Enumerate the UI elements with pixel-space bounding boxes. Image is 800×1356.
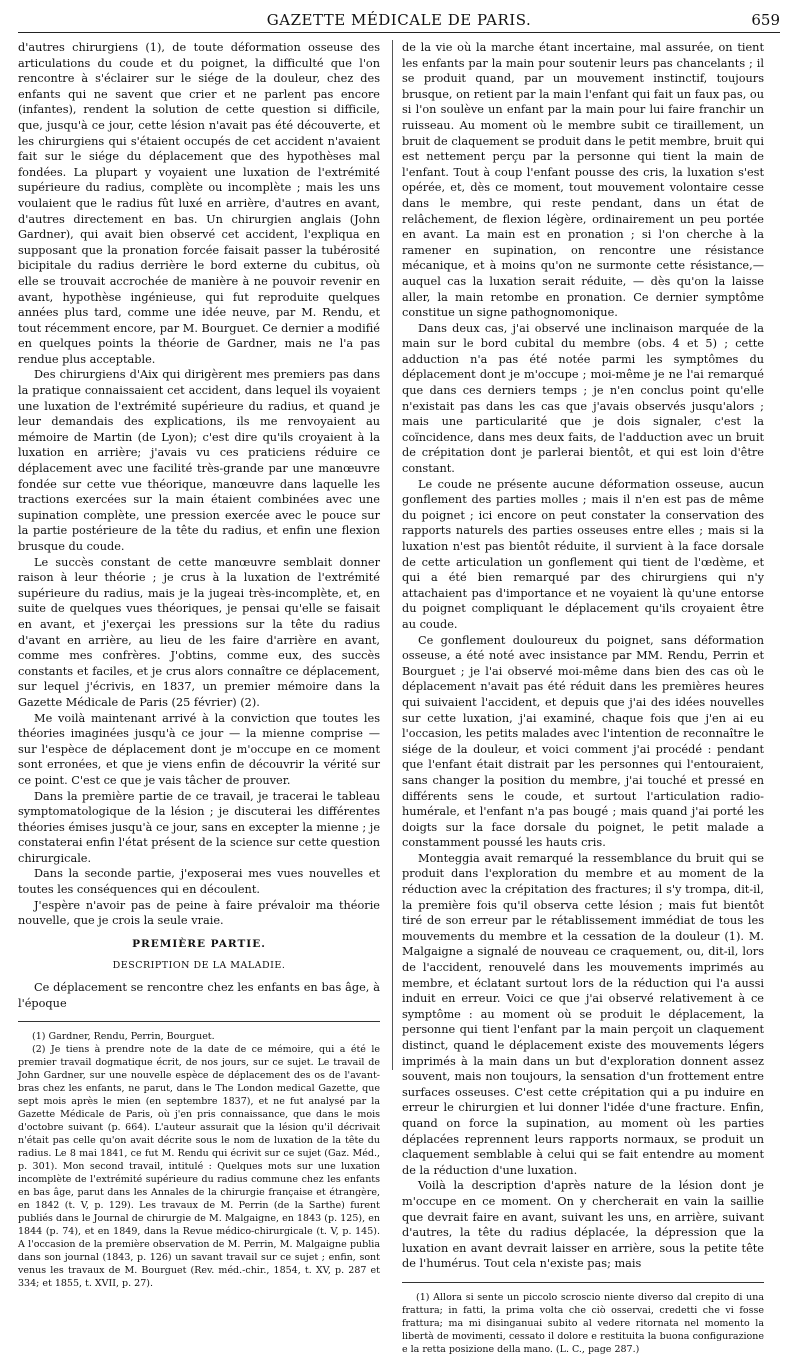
subsection-title: DESCRIPTION DE LA MALADIE. (112, 960, 286, 972)
paragraph: Le coude ne présente aucune déformation osseuse, aucun gonflement des parties molles ; mais il n'en est pas de même du poignet ; ici encore on peut constater la conservation des rapports naturels des parties osseuses entre elles ; mais si la luxation n'est pas bientôt réduite, il survient à la face dorsale de cette articulation un gonflement qui tient de l'œdème, et qui a été bien remarqué par des chirurgiens qui n'y attachaient pas d'importance et ne voyaient là qu'une entorse du poignet compliquant le déplacement qu'ils croyaient être au coude. (402, 477, 764, 631)
footnote-rule (402, 1282, 764, 1283)
paragraph: Voilà la description d'après nature de la lésion dont je m'occupe en ce moment. On y chercherait en vain la saillie que devrait faire en avant, suivant les uns, en arrière, suivant d'autres, la tête du radius déplacée, la dépression que la luxation en avant devrait laisser en arrière, sous la petite tête de l'humérus. Tout cela n'existe pas; mais (402, 1179, 764, 1271)
paragraph: Dans la première partie de ce travail, je tracerai le tableau symptomatologique de la lésion ; je discuterai les différentes théories émises jusqu'à ce jour, sans en excepter la mienne ; je constaterai enfin l'état présent de la science sur cette question chirurgicale. (18, 789, 380, 865)
footnote: (2) Je tiens à prendre note de la date de ce mémoire, qui a été le premier travail dogmatique écrit, de nos jours, sur ce sujet. Le travail de John Gardner, sur une nouvelle espèce de déplacement des os de l'avant-bras chez les enfants, ne parut, dans le The London medical Gazette, que sept mois après le mien (en septembre 1837), et ne fut analysé par la Gazette Médicale de Paris, où j'en pris connaissance, que dans le mois d'octobre suivant (p. 664). L'auteur assurait que la lésion qu'il décrivait n'était pas celle qu'on avait décrite sous le nom de luxation de la tête du radius. Le 8 mai 1841, ce fut M. Rendu qui écrivit sur ce sujet (Gaz. Méd., p. 301). Mon second travail, intitulé : Quelques mots sur une luxation incomplète de l'extrémité supérieure du radius commune chez les enfants en bas âge, parut dans les Annales de la chirurgie française et étrangère, en 1842 (t. V, p. 129). Les travaux de M. Perrin (de la Sarthe) furent publiés dans le Journal de chirurgie de M. Malgaigne, en 1843 (p. 125), en 1844 (p. 74), et en 1849, dans la Revue médico-chirurgicale (t. V, p. 145). A l'occasion de la première observation de M. Perrin, M. Malgaigne publia dans son journal (1843, p. 126) un savant travail sur ce sujet ; enfin, sont venus les travaux de M. Bourguet (Rev. méd.-chir., 1854, t. XV, p. 287 et 334; et 1855, t. XVII, p. 27). (18, 1044, 380, 1290)
paragraph: de la vie où la marche étant incertaine, mal assurée, on tient les enfants par la main pour soutenir leurs pas chancelants ; il se produit quand, par un mouvement instinctif, toujours brusque, on retient par la main l'enfant qui fait un faux pas, ou si l'on soulève un enfant par la main pour lui faire franchir un ruisseau. Au moment où le membre subit ce tiraillement, un bruit de claquement se produit dans le petit membre, bruit qui est nettement perçu par la personne qui tient la main de l'enfant. Tout à coup l'enfant pousse des cris, la luxation s'est opérée, et, dès ce moment, tout mouvement volontaire cesse dans le membre, qui reste pendant, dans un état de relâchement, de flexion légère, ordinairement un peu portée en avant. La main est en pronation ; si l'on cherche à la ramener en supination, on rencontre une résistance mécanique, et à moins qu'on ne surmonte cette résistance,— auquel cas la luxation serait réduite, — dès qu'on la laisse aller, la main retombe en pronation. Ce dernier symptôme constitue un signe pathognomonique. (402, 41, 764, 320)
paragraph: Le succès constant de cette manœuvre semblait donner raison à leur théorie ; je crus à la luxation de l'extrémité supérieure du radius, mais je la jugeai très-incomplète, et, en suite de quelques vues théoriques, je pensai qu'elle se faisait en avant, et j'exerçai les pressions sur la tête du radius d'avant en arrière, au lieu de les faire d'arrière en avant, comme mes confrères. J'obtins, comme eux, des succès constants et faciles, et je crus alors connaître ce déplacement, sur lequel j'écrivis, en 1837, un premier mémoire dans la Gazette Médicale de Paris (25 février) (2). (18, 555, 380, 709)
page-number: 659 (751, 11, 780, 29)
paragraph: Dans la seconde partie, j'exposerai mes vues nouvelles et toutes les conséquences qui en découlent. (18, 867, 380, 897)
paragraph: Des chirurgiens d'Aix qui dirigèrent mes premiers pas dans la pratique connaissaient cet accident, dans lequel ils voyaient une luxation de l'extrémité supérieure du radius, et quand je leur demandais des explications, ils me renvoyaient au mémoire de Martin (de Lyon); c'est dire qu'ils croyaient à la luxation en arrière; j'avais vu ces praticiens réduire ce déplacement avec une facilité très-grande par une manœuvre fondée sur cette vue théorique, manœuvre dans laquelle les tractions exercées sur la main étaient combinées avec une supination complète, une pression exercée avec le pouce sur la partie postérieure de la tête du radius, et enfin une flexion brusque du coude. (18, 368, 380, 553)
footnote-rule (18, 1021, 380, 1022)
paragraph: Me voilà maintenant arrivé à la conviction que toutes les théories imaginées jusqu'à ce jour — la mienne comprise — sur l'espèce de déplacement dont je m'occupe en ce moment sont erronées, et que je viens enfin de découvrir la vérité sur ce point. C'est ce que je vais tâcher de prouver. (18, 711, 380, 787)
right-column (402, 40, 764, 1356)
left-column (18, 40, 380, 1290)
footnote: (1) Gardner, Rendu, Perrin, Bourguet. (32, 1031, 215, 1043)
footnotes (402, 1291, 764, 1356)
paragraph: Monteggia avait remarqué la ressemblance du bruit qui se produit dans l'exploration du membre et au moment de la réduction avec la crépitation des fractures; il s'y trompa, dit-il, la première fois qu'il observa cette lésion ; mais fut bientôt tiré de son erreur par le rétablissement immédiat de tous les mouvements du membre et la cessation de la douleur (1). M. Malgaigne a signalé de nouveau ce craquement, ou, dit-il, lors de l'accident, renouvelé dans les mouvements imprimés au membre, et éclatant surtout lors de la réduction qui l'a aussi induit en erreur. Voici ce que j'ai observé relativement à ce symptôme : au moment où se produit le déplacement, la personne qui tient l'enfant par la main perçoit un claquement distinct, quand le déplacement existe des mouvements légers imprimés à la main dans un but d'exploration donnent assez souvent, mais non toujours, la sensation d'un frottement entre surfaces osseuses. C'est cette crépitation qui a pu induire en erreur le chirurgien et lui donner l'idée d'une fracture. Enfin, quand on force la supination, au moment où les parties déplacées reprennent leurs rapports normaux, se produit un claquement semblable à celui qui se fait entendre au moment de la réduction d'une luxation. (402, 851, 764, 1177)
paragraph: Ce gonflement douloureux du poignet, sans déformation osseuse, a été noté avec insistance par MM. Rendu, Perrin et Bourguet ; je l'ai observé moi-même dans bien des cas où le déplacement n'avait pas été réduit dans les premières heures qui suivaient l'accident, et depuis que j'ai des idées nouvelles sur cette luxation, j'ai examiné, chaque fois que j'en ai eu l'occasion, les petits malades avec l'intention de reconnaître le siége de la douleur, et voici comment j'ai procédé : pendant que l'enfant était distrait par les personnes qui l'entouraient, sans changer la position du membre, j'ai touché et pressé en différents sens le coude, et surtout l'articulation radio-humérale, et l'enfant n'a pas bougé ; mais quand j'ai porté les doigts sur la face dorsale du poignet, le petit malade a constamment poussé les hauts cris. (402, 633, 764, 850)
paragraph: Dans deux cas, j'ai observé une inclinaison marquée de la main sur le bord cubital du membre (obs. 4 et 5) ; cette adduction n'a pas été notée parmi les symptômes du déplacement dont je m'occupe ; moi-même je ne l'ai remarqué que dans ces derniers temps ; je n'en conclus point qu'elle n'existait pas dans les cas que j'avais observés jusqu'alors ; mais une particularité que je dois signaler, c'est la coïncidence, dans mes deux faits, de l'adduction avec un bruit de crépitation dont je parlerai bientôt, et qui est loin d'être constant. (402, 321, 764, 476)
section-title: PREMIÈRE PARTIE. (132, 937, 266, 950)
column-divider (392, 40, 393, 1070)
paragraph: J'espère n'avoir pas de peine à faire prévaloir ma théorie nouvelle, que je crois la seule vraie. (18, 898, 380, 928)
paragraph: d'autres chirurgiens (1), de toute déformation osseuse des articulations du coude et du poignet, la difficulté que l'on rencontre à s'éclairer sur le siége de la douleur, chez des enfants qui ne savent que crier et ne parlent pas encore (infantes), rendent la solution de cette question si difficile, que, jusqu'à ce jour, cette lésion n'avait pas été découverte, et les chirurgiens qui s'étaient occupés de cet accident n'avaient fait sur le siége du déplacement que des hypothèses mal fondées. La plupart y voyaient une luxation de l'extrémité supérieure du radius, complète ou incomplète ; mais les uns voulaient que le radius fût luxé en arrière, d'autres en avant, d'autres directement en bas. Un chirurgien anglais (John Gardner), qui avait bien observé cet accident, l'expliqua en supposant que la pronation forcée faisait passer la tubérosité bicipitale du radius derrière le bord externe du cubitus, où elle se trouvait accrochée de manière à ne pouvoir revenir en avant, hypothèse ingénieuse, qui fut reproduite quelques années plus tard, comme une idée neuve, par M. Rendu, et tout récemment encore, par M. Bourguet. Ce dernier a modifié en quelques points la théorie de Gardner, mais ne l'a pas rendue plus acceptable. (18, 41, 380, 366)
footnote: (1) Allora si sente un piccolo scroscio niente diverso dal crepito di una frattura; in fatti, la prima volta che ciò osservai, credetti che vi fosse frattura; ma mi disinganuai subito al vedere ritornata nel momento la libertà de movimenti, cessato il dolore e restituita la buona configurazione e la retta posizione della mano. (L. C., page 287.) (402, 1291, 764, 1355)
footnotes (18, 1030, 380, 1290)
page-header (18, 8, 780, 33)
journal-title: GAZETTE MÉDICALE DE PARIS. (266, 11, 532, 29)
paragraph: Ce déplacement se rencontre chez les enfants en bas âge, à l'époque (18, 981, 380, 1010)
